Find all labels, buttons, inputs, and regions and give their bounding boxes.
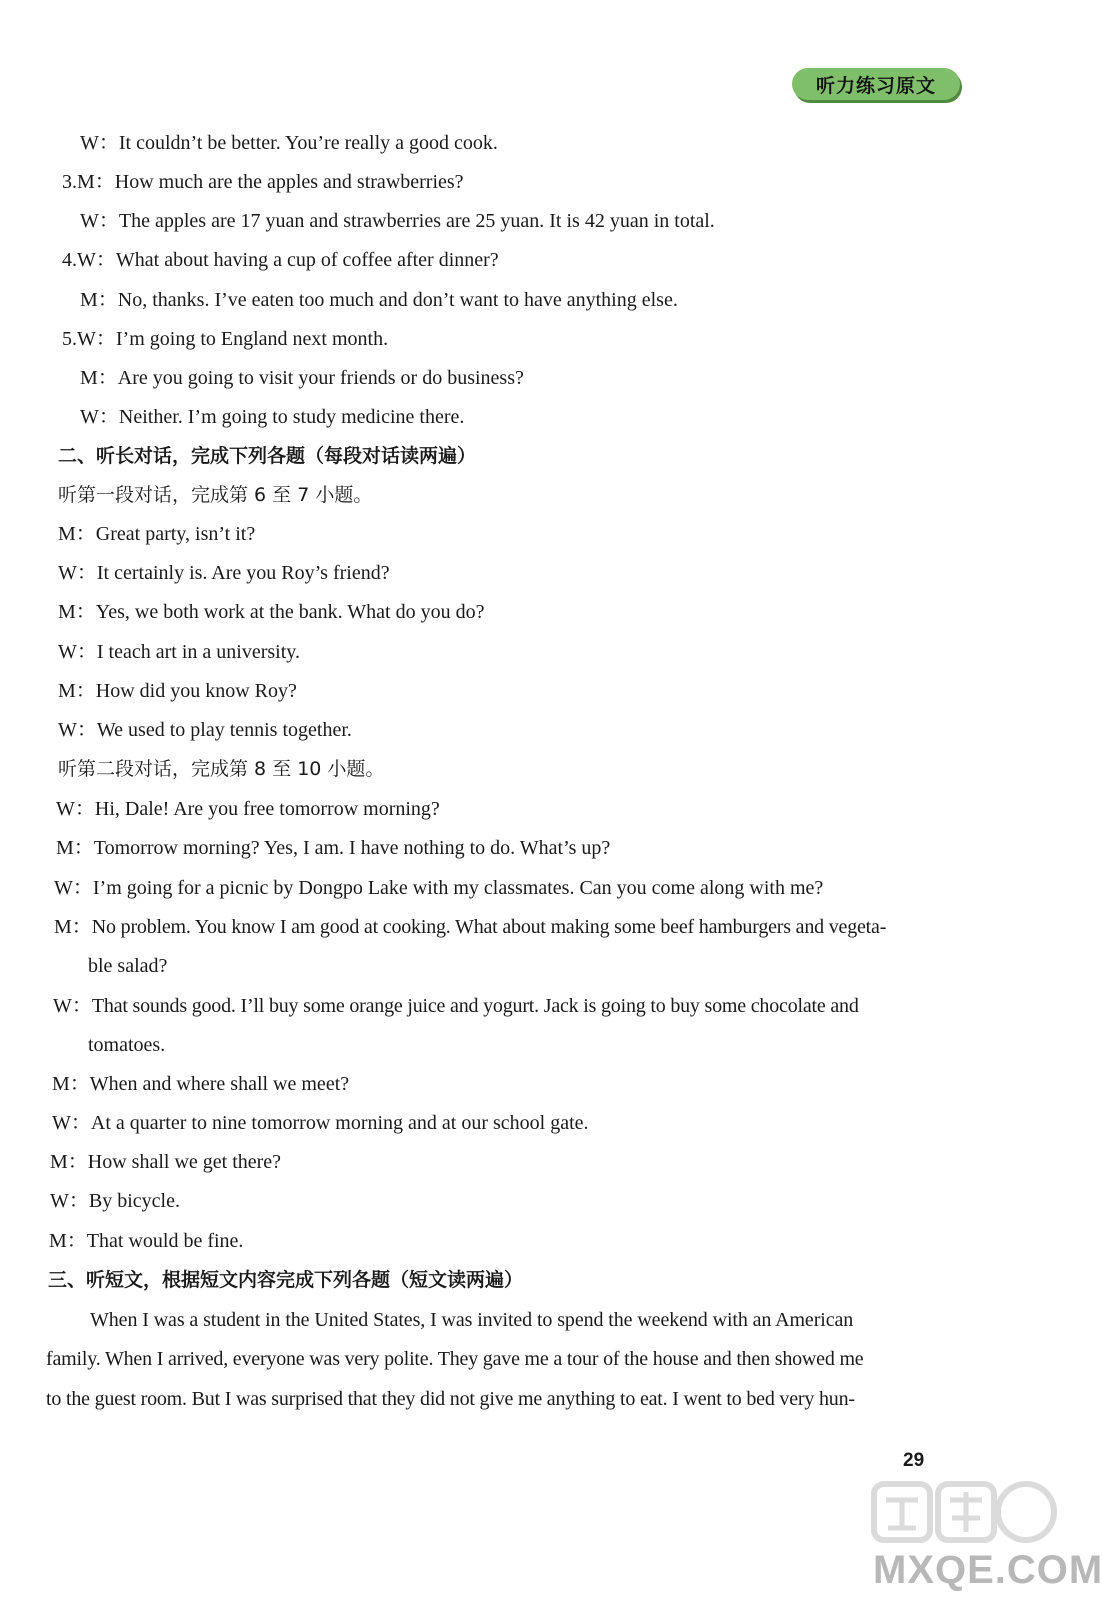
speaker-label: M：: [58, 523, 96, 545]
speaker-label: M：: [50, 1151, 88, 1173]
speaker-label: W：: [53, 995, 92, 1017]
dialog-line: [58, 522, 255, 546]
line-text: No, thanks. I’ve eaten too much and don’t want to have anything else.: [117, 289, 678, 311]
line-text: It certainly is. Are you Roy’s friend?: [96, 562, 390, 584]
dialog-line: [54, 915, 886, 939]
paragraph-line: When I was a student in the United States, I was invited to spend the weekend with an American: [90, 1309, 854, 1331]
page-number: 29: [903, 1450, 925, 1471]
dialog-line: [58, 561, 390, 585]
dialog-line: [80, 405, 464, 429]
line-text: The apples are 17 yuan and strawberries are 25 yuan. It is 42 yuan in total.: [118, 210, 715, 232]
speaker-label: 3.M：: [62, 171, 115, 193]
dialog-line: [52, 1072, 349, 1096]
dialog-line: [58, 679, 297, 703]
speaker-label: W：: [58, 562, 97, 584]
line-text: tomatoes.: [88, 1034, 166, 1056]
dialog-line: [56, 797, 440, 821]
paragraph-line: family. When I arrived, everyone was very polite. They gave me a tour of the house and then showed me: [46, 1348, 864, 1370]
dialog-line: [58, 718, 352, 742]
line-text: I’m going for a picnic by Dongpo Lake with my classmates. Can you come along with me?: [92, 877, 824, 899]
line-text: That sounds good. I’ll buy some orange juice and yogurt. Jack is going to buy some chocolate and: [91, 995, 859, 1017]
speaker-label: M：: [52, 1073, 90, 1095]
dialog-line: [58, 640, 300, 664]
line-text: At a quarter to nine tomorrow morning and at our school gate.: [90, 1112, 589, 1134]
speaker-label: W：: [80, 132, 119, 154]
line-text: Great party, isn’t it?: [95, 523, 256, 545]
line-text: What about having a cup of coffee after dinner?: [115, 249, 499, 271]
speaker-label: M：: [56, 837, 94, 859]
dialog-line: [62, 327, 388, 351]
line-text: No problem. You know I am good at cooking. What about making some beef hamburgers and vegeta-: [91, 916, 887, 938]
dialog-line: [53, 994, 859, 1018]
dialog-line: [62, 248, 499, 272]
line-text: How did you know Roy?: [95, 680, 297, 702]
section-tab: 听力练习原文: [792, 68, 960, 100]
speaker-label: W：: [58, 719, 97, 741]
speaker-label: M：: [80, 289, 118, 311]
line-text: I’m going to England next month.: [115, 328, 389, 350]
line-text: When and where shall we meet?: [89, 1073, 350, 1095]
line-text: Tomorrow morning? Yes, I am. I have nothing to do. What’s up?: [93, 837, 611, 859]
line-text: I teach art in a university.: [96, 641, 300, 663]
dialog-line-continued: [88, 954, 167, 978]
dialog-intro: 听第一段对话，完成第 6 至 7 小题。: [58, 484, 373, 506]
dialog-line: [80, 366, 524, 390]
speaker-label: W：: [80, 210, 119, 232]
line-text: Are you going to visit your friends or do business?: [117, 367, 524, 389]
dialog-line: [54, 876, 823, 900]
dialog-line: [50, 1150, 281, 1174]
dialog-line: [80, 209, 715, 233]
line-text: That would be fine.: [86, 1230, 244, 1252]
dialog-line: [49, 1229, 243, 1253]
line-text: Neither. I’m going to study medicine there.: [118, 406, 465, 428]
line-text: Yes, we both work at the bank. What do you do?: [95, 601, 485, 623]
speaker-label: W：: [56, 798, 95, 820]
speaker-label: W：: [50, 1190, 89, 1212]
line-text: By bicycle.: [88, 1190, 180, 1212]
speaker-label: 4.W：: [62, 249, 116, 271]
section-heading: 三、听短文，根据短文内容完成下列各题（短文读两遍）: [48, 1269, 524, 1291]
speaker-label: W：: [52, 1112, 91, 1134]
line-text: ble salad?: [88, 955, 168, 977]
dialog-line: [80, 131, 498, 155]
speaker-label: W：: [54, 877, 93, 899]
line-text: How shall we get there?: [87, 1151, 282, 1173]
speaker-label: 5.W：: [62, 328, 116, 350]
dialog-line: [56, 836, 610, 860]
line-text: How much are the apples and strawberries?: [114, 171, 464, 193]
speaker-label: M：: [54, 916, 92, 938]
dialog-line: [58, 600, 484, 624]
line-text: We used to play tennis together.: [96, 719, 352, 741]
dialog-line: [80, 288, 678, 312]
speaker-label: M：: [58, 680, 96, 702]
speaker-label: W：: [80, 406, 119, 428]
dialog-line: [52, 1111, 589, 1135]
speaker-label: M：: [58, 601, 96, 623]
speaker-label: W：: [58, 641, 97, 663]
speaker-label: M：: [49, 1230, 87, 1252]
paragraph-line: to the guest room. But I was surprised that they did not give me anything to eat. I went to bed very hun-: [46, 1388, 855, 1410]
line-text: It couldn’t be better. You’re really a good cook.: [118, 132, 498, 154]
dialog-line: [50, 1189, 180, 1213]
section-heading: 二、听长对话，完成下列各题（每段对话读两遍）: [58, 445, 477, 467]
line-text: Hi, Dale! Are you free tomorrow morning?: [94, 798, 440, 820]
watermark-text: MXQE.COM: [873, 1548, 1103, 1592]
dialog-line-continued: [88, 1033, 165, 1057]
dialog-intro: 听第二段对话，完成第 8 至 10 小题。: [58, 758, 385, 780]
speaker-label: M：: [80, 367, 118, 389]
dialog-line: [62, 170, 464, 194]
